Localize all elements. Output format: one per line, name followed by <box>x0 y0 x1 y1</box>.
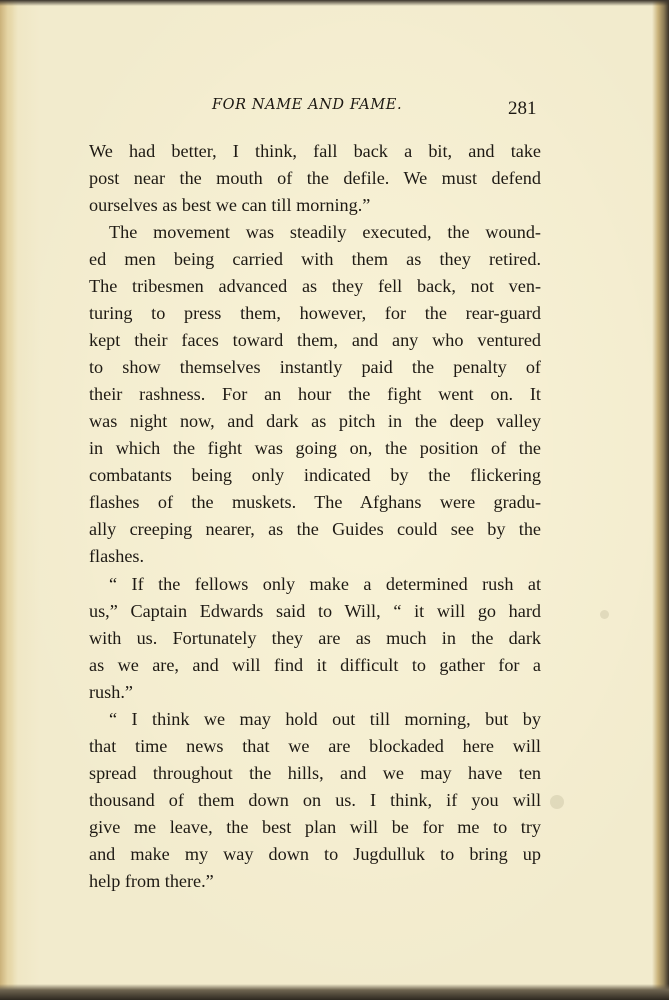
text-line: give me leave, the best plan will be for me to try <box>89 816 541 837</box>
text-line: spread throughout the hills, and we may have ten <box>89 762 541 783</box>
text-line: in which the fight was going on, the position of the <box>89 438 541 459</box>
text-line: rush.” <box>89 681 133 702</box>
text-line: “ I think we may hold out till morning, but by <box>109 708 541 729</box>
page-gutter-shadow <box>0 0 18 1000</box>
text-line: turing to press them, however, for the rear-guard <box>89 303 541 324</box>
text-line: ourselves as best we can till morning.” <box>89 195 371 216</box>
running-title: FOR NAME AND FAME. <box>212 97 403 113</box>
text-line: us,” Captain Edwards said to Will, “ it will go hard <box>89 600 541 621</box>
text-line: help from there.” <box>89 870 214 891</box>
paper-smudge <box>600 610 609 619</box>
text-line: ally creeping nearer, as the Guides could see by the <box>89 519 541 540</box>
text-line: was night now, and dark as pitch in the deep valley <box>89 411 541 432</box>
page-bottom-edge <box>0 984 669 1000</box>
text-line: “ If the fellows only make a determined rush at <box>109 573 541 594</box>
page-number: 281 <box>508 98 537 119</box>
text-line: kept their faces toward them, and any who ventured <box>89 330 541 351</box>
text-line: as we are, and will find it difficult to gather for a <box>89 654 541 675</box>
text-line: flashes. <box>89 546 145 567</box>
page-top-edge <box>0 0 669 6</box>
text-line: We had better, I think, fall back a bit, and take <box>89 141 541 161</box>
text-line: their rashness. For an hour the fight went on. It <box>89 384 541 405</box>
text-line: and make my way down to Jugdulluk to bring up <box>89 843 541 864</box>
text-line: The tribesmen advanced as they fell back, not ven- <box>89 276 541 297</box>
text-line: ed men being carried with them as they retired. <box>89 249 541 270</box>
running-head <box>0 97 669 121</box>
text-line: thousand of them down on us. I think, if you will <box>89 789 541 810</box>
page-right-edge <box>652 0 669 1000</box>
text-line: that time news that we are blockaded here will <box>89 735 541 756</box>
body-text <box>89 138 541 895</box>
text-line: flashes of the muskets. The Afghans were gradu- <box>89 492 541 513</box>
text-line: combatants being only indicated by the flickering <box>89 465 541 486</box>
text-line: to show themselves instantly paid the penalty of <box>89 357 541 378</box>
text-line: post near the mouth of the defile. We must defend <box>89 168 541 189</box>
text-line: The movement was steadily executed, the wound- <box>109 222 541 243</box>
text-line: with us. Fortunately they are as much in the dark <box>89 627 541 648</box>
paper-smudge <box>550 795 564 809</box>
